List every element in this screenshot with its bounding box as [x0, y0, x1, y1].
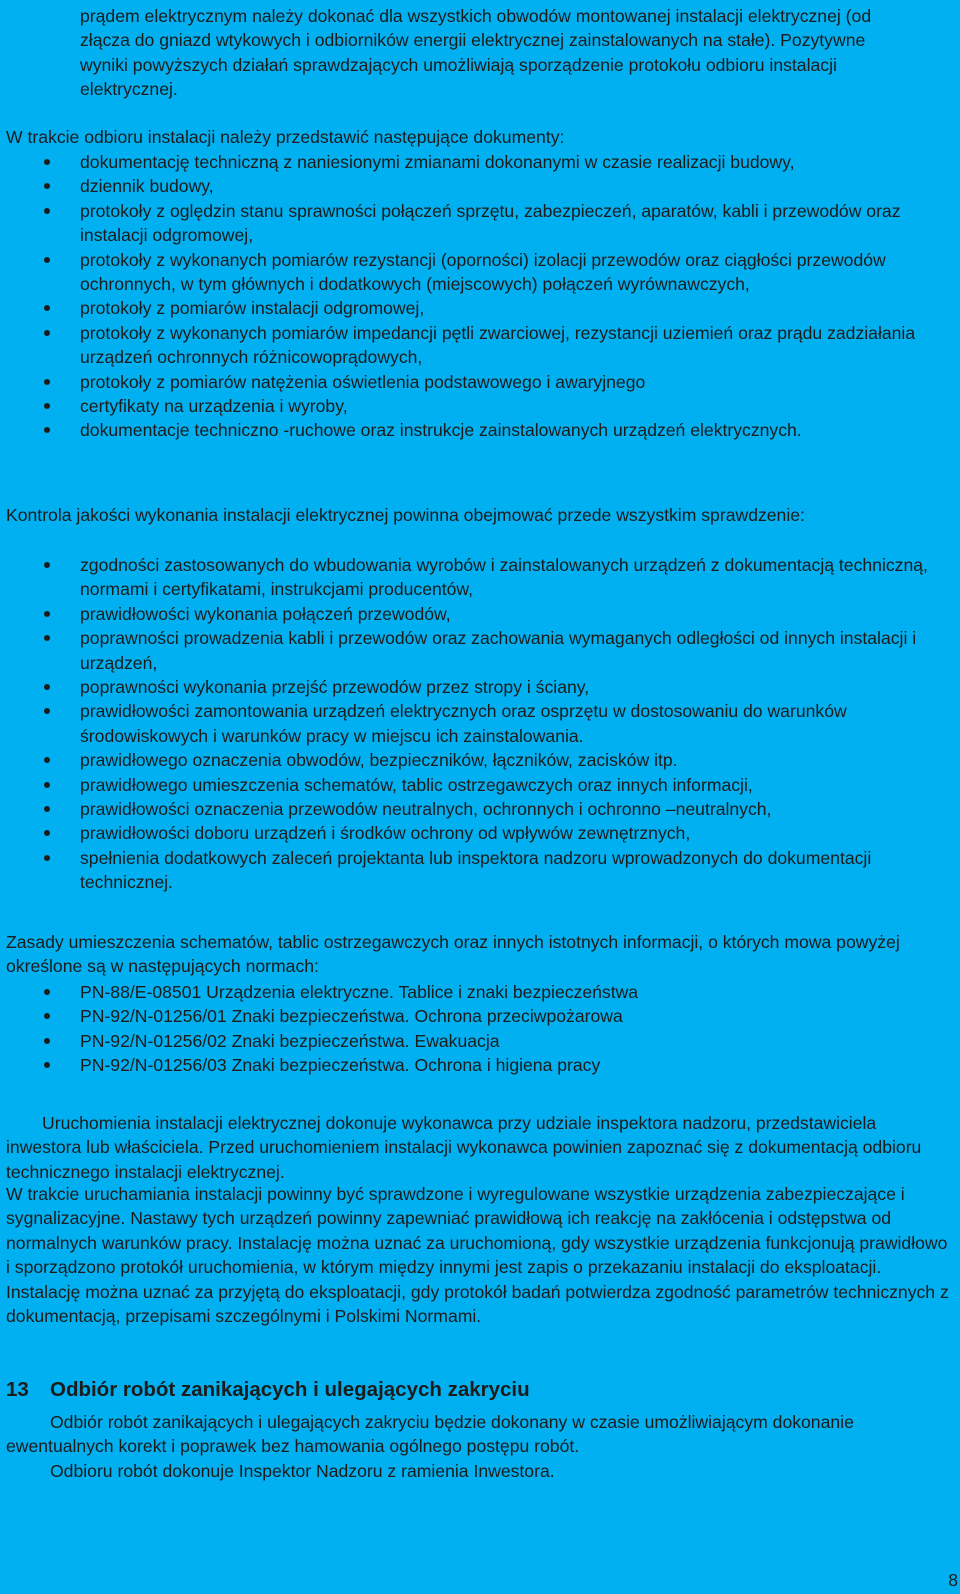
- startup-paragraph-2: W trakcie uruchamiania instalacji powinny być sprawdzone i wyregulowane wszystkie urządzenia zabezpieczające i sygnalizacyjne. Nastawy tych urządzeń powinny zapewniać prawidłową ich reakcję na zakłócenia i odstępstwa od normalnych warunków pracy. Instalację można uznać za uruchomioną, gdy wszystkie urządzenia funkcjonują prawidłowo i sporządzono protokół uruchomienia, w którym między innymi jest zapis o przekazaniu instalacji do eksploatacji. Instalację można uznać za przyjętą do eksploatacji, gdy protokół badań potwierdza zgodność parametrów technicznych z dokumentacją, przepisami szczególnymi i Polskimi Normami.: [6, 1184, 949, 1327]
- list-item: dokumentację techniczną z naniesionymi zmianami dokonanymi w czasie realizacji budowy,: [0, 150, 960, 174]
- intro-continuation: prądem elektrycznym należy dokonać dla wszystkich obwodów montowanej instalacji elektrycznej (od złącza do gniazd wtykowych i odbiorników energii elektrycznej zainstalowanych na stałe). Pozytywne wyniki powyższych działań sprawdzających umożliwiają sporządzenie protokołu odbioru instalacji elektrycznej.: [80, 6, 872, 100]
- quality-heading: Kontrola jakości wykonania instalacji elektrycznej powinna obejmować przede wszystkim sprawdzenie:: [6, 505, 805, 525]
- list-item: PN-92/N-01256/03 Znaki bezpieczeństwa. Ochrona i higiena pracy: [0, 1053, 960, 1077]
- list-item: prawidłowego umieszczenia schematów, tablic ostrzegawczych oraz innych informacji,: [0, 773, 960, 797]
- list-item: PN-92/N-01256/02 Znaki bezpieczeństwa. Ewakuacja: [0, 1029, 960, 1053]
- documents-heading: W trakcie odbioru instalacji należy przedstawić następujące dokumenty:: [6, 127, 565, 147]
- section-paragraph-2: Odbioru robót dokonuje Inspektor Nadzoru z ramienia Inwestora.: [50, 1461, 555, 1481]
- quality-list: [0, 553, 960, 895]
- list-item: dziennik budowy,: [0, 174, 960, 198]
- section-paragraph-1: Odbiór robót zanikających i ulegających zakryciu będzie dokonany w czasie umożliwiającym dokonanie ewentualnych korekt i poprawek bez hamowania ogólnego postępu robót.: [6, 1412, 854, 1457]
- list-item: poprawności wykonania przejść przewodów przez stropy i ściany,: [0, 675, 960, 699]
- list-item: prawidłowości oznaczenia przewodów neutralnych, ochronnych i ochronno –neutralnych,: [0, 797, 960, 821]
- list-item: PN-92/N-01256/01 Znaki bezpieczeństwa. Ochrona przeciwpożarowa: [0, 1004, 960, 1028]
- list-item: zgodności zastosowanych do wbudowania wyrobów i zainstalowanych urządzeń z dokumentacją techniczną, normami i certyfikatami, instrukcjami producentów,: [0, 553, 960, 602]
- norms-list: [0, 980, 960, 1078]
- norms-heading: Zasady umieszczenia schematów, tablic ostrzegawczych oraz innych istotnych informacji, o których mowa powyżej określone są w następujących normach:: [6, 932, 900, 977]
- list-item: protokoły z wykonanych pomiarów impedancji pętli zwarciowej, rezystancji uziemień oraz prądu zadziałania urządzeń ochronnych różnicowoprądowych,: [0, 321, 960, 370]
- list-item: prawidłowości zamontowania urządzeń elektrycznych oraz osprzętu w dostosowaniu do warunków środowiskowych i warunków pracy w miejscu ich zainstalowania.: [0, 699, 960, 748]
- list-item: poprawności prowadzenia kabli i przewodów oraz zachowania wymaganych odległości od innych instalacji i urządzeń,: [0, 626, 960, 675]
- list-item: protokoły z wykonanych pomiarów rezystancji (oporności) izolacji przewodów oraz ciągłości przewodów ochronnych, w tym głównych i dodatkowych (miejscowych) połączeń wyrównawczych,: [0, 248, 960, 297]
- list-item: prawidłowości wykonania połączeń przewodów,: [0, 602, 960, 626]
- list-item: protokoły z oględzin stanu sprawności połączeń sprzętu, zabezpieczeń, aparatów, kabli i przewodów oraz instalacji odgromowej,: [0, 199, 960, 248]
- list-item: certyfikaty na urządzenia i wyroby,: [0, 394, 960, 418]
- documents-list: [0, 150, 960, 443]
- list-item: prawidłowego oznaczenia obwodów, bezpieczników, łączników, zacisków itp.: [0, 748, 960, 772]
- section-number: 13: [6, 1378, 29, 1401]
- startup-paragraph-1: Uruchomienia instalacji elektrycznej dokonuje wykonawca przy udziale inspektora nadzoru, przedstawiciela inwestora lub właściciela. Przed uruchomieniem instalacji wykonawca powinien zapoznać się z dokumentacją odbioru technicznego instalacji elektrycznej.: [6, 1113, 922, 1182]
- list-item: PN-88/E-08501 Urządzenia elektryczne. Tablice i znaki bezpieczeństwa: [0, 980, 960, 1004]
- section-title: Odbiór robót zanikających i ulegających zakryciu: [50, 1378, 530, 1401]
- section-heading: [6, 1377, 530, 1403]
- list-item: dokumentacje techniczno -ruchowe oraz instrukcje zainstalowanych urządzeń elektrycznych.: [0, 418, 960, 442]
- page-number: 8: [948, 1570, 958, 1590]
- list-item: spełnienia dodatkowych zaleceń projektanta lub inspektora nadzoru wprowadzonych do dokumentacji technicznej.: [0, 846, 960, 895]
- list-item: prawidłowości doboru urządzeń i środków ochrony od wpływów zewnętrznych,: [0, 821, 960, 845]
- list-item: protokoły z pomiarów instalacji odgromowej,: [0, 296, 960, 320]
- list-item: protokoły z pomiarów natężenia oświetlenia podstawowego i awaryjnego: [0, 370, 960, 394]
